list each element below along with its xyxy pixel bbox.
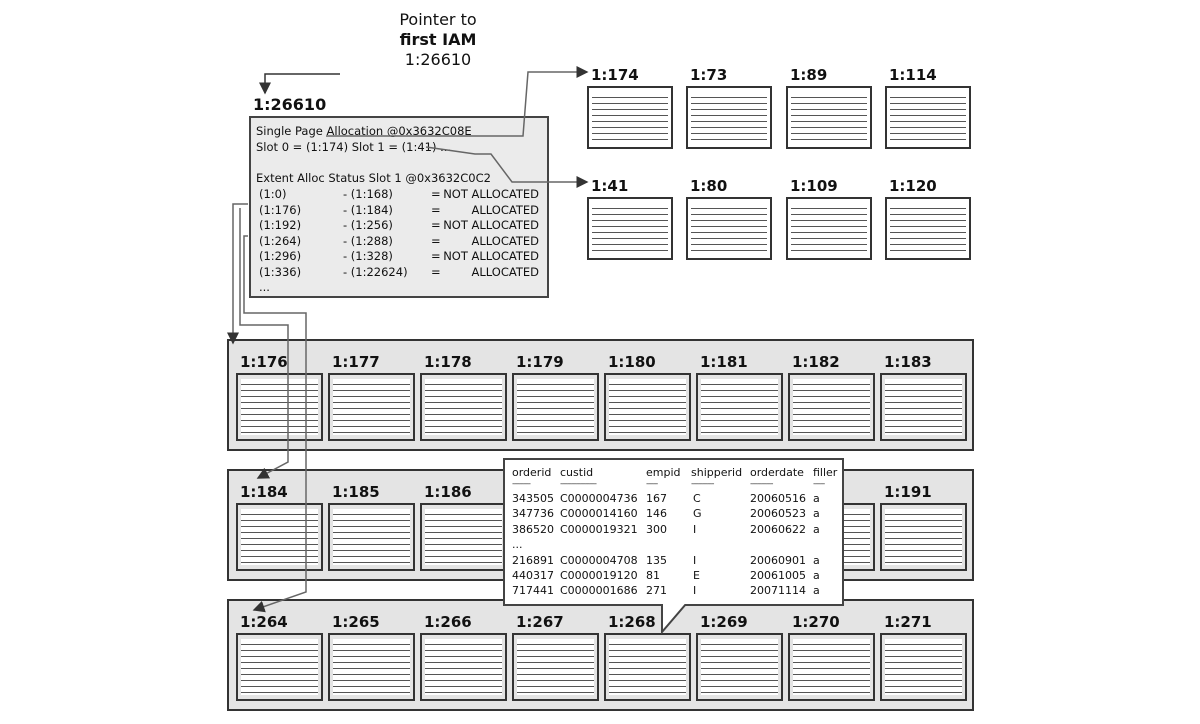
pointer-line-2: first IAM bbox=[399, 30, 477, 49]
extent-eq: = bbox=[431, 187, 441, 201]
column-header: custid bbox=[560, 466, 594, 479]
table-cell: ... bbox=[512, 538, 523, 552]
table-cell: a bbox=[813, 492, 820, 505]
page-label: 1:265 bbox=[332, 613, 380, 631]
page-label: 1:266 bbox=[424, 613, 472, 631]
extent-to: - (1:288) bbox=[343, 233, 393, 248]
first-iam-arrow bbox=[265, 74, 340, 93]
data-page-icon bbox=[696, 633, 783, 701]
table-cell: a bbox=[813, 507, 820, 521]
column-separator: ---------- bbox=[750, 479, 773, 489]
table-cell: C0000004736 bbox=[560, 492, 638, 505]
data-page-icon bbox=[512, 633, 599, 701]
data-page-icon bbox=[420, 503, 507, 571]
extent-list-ellipsis: ... bbox=[259, 280, 270, 294]
column-header: orderdate bbox=[750, 466, 804, 479]
pointer-line-3: 1:26610 bbox=[404, 50, 472, 69]
table-cell: I bbox=[693, 553, 697, 567]
page-label: 1:270 bbox=[792, 613, 840, 631]
data-page-icon bbox=[788, 633, 875, 701]
extent-from: (1:192) bbox=[259, 218, 302, 233]
table-cell: 135 bbox=[646, 553, 667, 567]
page-label: 1:183 bbox=[884, 353, 932, 371]
data-page-icon bbox=[512, 373, 599, 441]
extent-status: ALLOCATED bbox=[471, 202, 539, 217]
extent-eq: = bbox=[431, 202, 441, 217]
extent-to: - (1:22624) bbox=[343, 265, 408, 279]
table-cell: a bbox=[813, 584, 820, 598]
table-cell: 20060901 bbox=[750, 553, 806, 567]
page-label: 1:179 bbox=[516, 353, 564, 371]
data-page-icon bbox=[587, 86, 673, 149]
data-page-icon bbox=[328, 633, 415, 701]
data-page-icon bbox=[420, 373, 507, 441]
table-cell: I bbox=[693, 522, 697, 536]
page-label: 1:180 bbox=[608, 353, 656, 371]
data-page-icon bbox=[696, 373, 783, 441]
extent-status: ALLOCATED bbox=[471, 265, 539, 279]
data-page-icon bbox=[686, 197, 772, 260]
data-page-icon bbox=[786, 197, 872, 260]
extent-from: (1:0) bbox=[259, 187, 287, 201]
page-label: 1:177 bbox=[332, 353, 380, 371]
table-cell: 271 bbox=[646, 584, 667, 598]
extent-status: NOT ALLOCATED bbox=[443, 187, 539, 201]
page-label: 1:185 bbox=[332, 483, 380, 501]
table-cell: 440317 bbox=[512, 569, 554, 582]
page-label: 1:184 bbox=[240, 483, 288, 501]
extent-176-arrow bbox=[233, 204, 248, 343]
extent-to: - (1:184) bbox=[343, 202, 393, 217]
column-separator: ----- bbox=[646, 479, 658, 489]
page-label: 1:120 bbox=[889, 177, 937, 195]
table-cell: C0000014160 bbox=[560, 507, 638, 521]
data-page-icon bbox=[236, 633, 323, 701]
page-label: 1:264 bbox=[240, 613, 288, 631]
table-cell: C bbox=[693, 492, 701, 505]
data-page-icon bbox=[420, 633, 507, 701]
extent-from: (1:176) bbox=[259, 202, 302, 217]
extent-status: NOT ALLOCATED bbox=[443, 218, 539, 233]
data-page-icon bbox=[328, 503, 415, 571]
page-label: 1:178 bbox=[424, 353, 472, 371]
table-cell: 300 bbox=[646, 522, 667, 536]
data-page-icon bbox=[604, 373, 691, 441]
data-page-icon bbox=[885, 197, 971, 260]
data-page-icon bbox=[786, 86, 872, 149]
page-label: 1:109 bbox=[790, 177, 838, 195]
page-label: 1:114 bbox=[889, 66, 937, 84]
table-cell: 146 bbox=[646, 507, 667, 521]
page-label: 1:268 bbox=[608, 613, 656, 631]
page-label: 1:267 bbox=[516, 613, 564, 631]
data-page-icon bbox=[587, 197, 673, 260]
page-label: 1:89 bbox=[790, 66, 828, 84]
data-page-icon bbox=[880, 633, 967, 701]
page-rows-popup bbox=[503, 458, 844, 606]
data-page-icon bbox=[880, 503, 967, 571]
pointer-line-1: Pointer to bbox=[399, 10, 477, 29]
data-page-icon bbox=[328, 373, 415, 441]
iam-page-label: 1:26610 bbox=[253, 95, 327, 114]
table-cell: 343505 bbox=[512, 492, 554, 505]
table-cell: 216891 bbox=[512, 553, 554, 567]
column-separator: ----- bbox=[813, 479, 825, 489]
data-page-icon bbox=[604, 633, 691, 701]
table-cell: a bbox=[813, 553, 820, 567]
table-cell: C0000019120 bbox=[560, 569, 638, 582]
table-cell: 386520 bbox=[512, 522, 554, 536]
extent-eq: = bbox=[431, 218, 441, 233]
table-cell: C0000019321 bbox=[560, 522, 638, 536]
page-label: 1:80 bbox=[690, 177, 728, 195]
popup-tail bbox=[660, 604, 700, 634]
table-cell: a bbox=[813, 569, 820, 582]
page-label: 1:186 bbox=[424, 483, 472, 501]
data-page-icon bbox=[236, 503, 323, 571]
table-cell: C0000001686 bbox=[560, 584, 638, 598]
extent-from: (1:264) bbox=[259, 233, 302, 248]
page-label: 1:176 bbox=[240, 353, 288, 371]
column-separator: ---------------- bbox=[560, 479, 596, 489]
table-cell: 20060622 bbox=[750, 522, 806, 536]
extent-status: NOT ALLOCATED bbox=[443, 249, 539, 264]
extent-alloc-header: Extent Alloc Status Slot 1 @0x3632C0C2 bbox=[256, 171, 491, 185]
column-header: empid bbox=[646, 466, 681, 479]
data-page-icon bbox=[788, 373, 875, 441]
table-cell: 20071114 bbox=[750, 584, 806, 598]
page-label: 1:191 bbox=[884, 483, 932, 501]
page-label: 1:174 bbox=[591, 66, 639, 84]
table-cell: 20060516 bbox=[750, 492, 806, 505]
page-label: 1:41 bbox=[591, 177, 629, 195]
table-cell: 81 bbox=[646, 569, 660, 582]
table-cell: a bbox=[813, 522, 820, 536]
data-page-icon bbox=[880, 373, 967, 441]
column-separator: ---------- bbox=[691, 479, 714, 489]
slot-list: Slot 0 = (1:174) Slot 1 = (1:41) ... bbox=[256, 140, 452, 154]
page-label: 1:181 bbox=[700, 353, 748, 371]
extent-eq: = bbox=[431, 249, 441, 264]
column-header: orderid bbox=[512, 466, 552, 479]
column-separator: -------- bbox=[512, 479, 530, 489]
table-cell: E bbox=[693, 569, 700, 582]
extent-from: (1:296) bbox=[259, 249, 302, 264]
extent-to: - (1:256) bbox=[343, 218, 393, 233]
extent-eq: = bbox=[431, 233, 441, 248]
table-cell: 167 bbox=[646, 492, 667, 505]
data-page-icon bbox=[885, 86, 971, 149]
data-page-icon bbox=[686, 86, 772, 149]
page-label: 1:269 bbox=[700, 613, 748, 631]
table-cell: 347736 bbox=[512, 507, 554, 521]
extent-to: - (1:168) bbox=[343, 187, 393, 201]
table-cell: G bbox=[693, 507, 702, 521]
column-header: shipperid bbox=[691, 466, 743, 479]
pointer-caption bbox=[358, 10, 518, 70]
table-cell: 20060523 bbox=[750, 507, 806, 521]
table-cell: 717441 bbox=[512, 584, 554, 598]
table-cell: I bbox=[693, 584, 697, 598]
single-page-allocation-header: Single Page Allocation @0x3632C08E bbox=[256, 124, 472, 138]
page-label: 1:182 bbox=[792, 353, 840, 371]
table-cell: C0000004708 bbox=[560, 553, 638, 567]
page-label: 1:271 bbox=[884, 613, 932, 631]
extent-to: - (1:328) bbox=[343, 249, 393, 264]
column-header: filler bbox=[813, 466, 838, 479]
extent bbox=[227, 339, 974, 451]
iam-page bbox=[249, 116, 549, 298]
extent-from: (1:336) bbox=[259, 265, 302, 279]
extent-status: ALLOCATED bbox=[471, 233, 539, 248]
extent-eq: = bbox=[431, 265, 441, 279]
extent bbox=[227, 599, 974, 711]
data-page-icon bbox=[236, 373, 323, 441]
table-cell: 20061005 bbox=[750, 569, 806, 582]
page-label: 1:73 bbox=[690, 66, 728, 84]
